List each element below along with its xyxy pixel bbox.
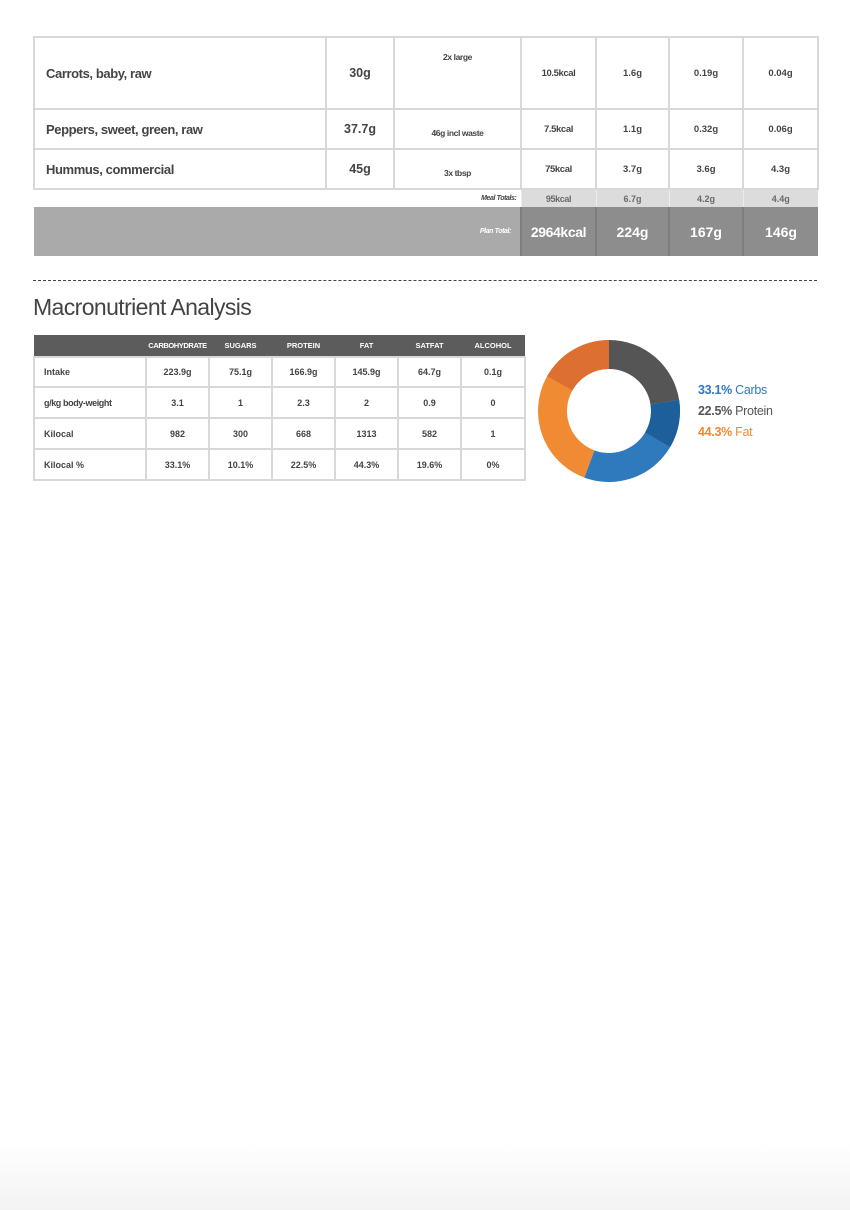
food-name: Carrots, baby, raw [34, 37, 326, 109]
plan-total-label: Plan Total: [34, 207, 521, 256]
plan-total-value: 167g [669, 207, 743, 256]
macro-cell: 64.7g [398, 357, 461, 387]
meal-total-kcal: 95kcal [521, 189, 596, 207]
food-quantity: 30g [326, 37, 394, 109]
macro-cell: 0 [461, 387, 525, 418]
macro-cell: 145.9g [335, 357, 398, 387]
macro-cell: 19.6% [398, 449, 461, 480]
macro-cell: 2 [335, 387, 398, 418]
macro-row [34, 357, 525, 387]
legend-label-protein: Protein [735, 404, 773, 418]
plan-total-value: 146g [743, 207, 818, 256]
macro-row [34, 418, 525, 449]
meal-total-value: 4.4g [743, 189, 818, 207]
section-title: Macronutrient Analysis [33, 294, 252, 320]
meal-totals-label: Meal Totals: [481, 195, 517, 202]
food-note: 46g incl waste [394, 109, 521, 149]
legend-item-protein [698, 403, 773, 424]
macro-header [34, 335, 146, 357]
food-value: 0.06g [743, 109, 818, 149]
food-value: 0.32g [669, 109, 743, 149]
chart-legend [698, 382, 773, 445]
macro-cell: 1 [209, 387, 272, 418]
macro-cell: 166.9g [272, 357, 335, 387]
food-value: 0.04g [743, 37, 818, 109]
legend-item-carbs [698, 382, 773, 403]
macro-row-label: Intake [34, 357, 146, 387]
macro-cell: 1 [461, 418, 525, 449]
food-value: 3.6g [669, 149, 743, 189]
macro-cell: 0% [461, 449, 525, 480]
meal-totals-row [34, 189, 818, 207]
food-row [34, 149, 818, 189]
macro-cell: 982 [146, 418, 209, 449]
plan-total-kcal: 2964kcal [521, 207, 596, 256]
food-value: 4.3g [743, 149, 818, 189]
legend-value-protein: 22.5% [698, 404, 732, 418]
food-quantity: 45g [326, 149, 394, 189]
macro-row-label: Kilocal % [34, 449, 146, 480]
macro-cell: 2.3 [272, 387, 335, 418]
macro-cell: 300 [209, 418, 272, 449]
macro-cell: 582 [398, 418, 461, 449]
macro-header-row [34, 335, 525, 357]
macro-cell: 3.1 [146, 387, 209, 418]
food-value: 0.19g [669, 37, 743, 109]
macro-donut-chart [537, 339, 681, 483]
macro-cell: 0.9 [398, 387, 461, 418]
macro-cell: 44.3% [335, 449, 398, 480]
macro-header: SATFAT [398, 335, 461, 357]
section-divider [33, 280, 817, 281]
food-value: 1.6g [596, 37, 669, 109]
macro-cell: 0.1g [461, 357, 525, 387]
plan-total-row [34, 207, 818, 256]
macro-header: SUGARS [209, 335, 272, 357]
food-quantity: 37.7g [326, 109, 394, 149]
legend-label-carbs: Carbs [735, 383, 767, 397]
macro-cell: 10.1% [209, 449, 272, 480]
plan-total-value: 224g [596, 207, 669, 256]
food-value: 3.7g [596, 149, 669, 189]
macro-cell: 223.9g [146, 357, 209, 387]
macro-row-label: Kilocal [34, 418, 146, 449]
macro-cell: 22.5% [272, 449, 335, 480]
macro-cell: 75.1g [209, 357, 272, 387]
macro-cell: 33.1% [146, 449, 209, 480]
food-kcal: 10.5kcal [521, 37, 596, 109]
food-table [33, 36, 819, 256]
macro-header: CARBOHYDRATE [146, 335, 209, 357]
food-note: 3x tbsp [394, 149, 521, 189]
macro-row [34, 449, 525, 480]
meal-total-value: 6.7g [596, 189, 669, 207]
legend-label-fat: Fat [735, 425, 753, 439]
meal-total-value: 4.2g [669, 189, 743, 207]
food-name: Hummus, commercial [34, 149, 326, 189]
macro-row [34, 387, 525, 418]
food-kcal: 75kcal [521, 149, 596, 189]
legend-item-fat [698, 424, 773, 445]
food-row [34, 37, 818, 109]
slice-protein [609, 340, 679, 404]
food-note: 2x large [394, 37, 521, 109]
macro-row-label: g/kg body-weight [34, 387, 146, 418]
legend-value-fat: 44.3% [698, 425, 732, 439]
food-name: Peppers, sweet, green, raw [34, 109, 326, 149]
macro-header: PROTEIN [272, 335, 335, 357]
macro-header: FAT [335, 335, 398, 357]
legend-value-carbs: 33.1% [698, 383, 732, 397]
macro-cell: 1313 [335, 418, 398, 449]
food-row [34, 109, 818, 149]
food-value: 1.1g [596, 109, 669, 149]
food-kcal: 7.5kcal [521, 109, 596, 149]
macro-header: ALCOHOL [461, 335, 525, 357]
macro-table [33, 335, 526, 481]
macro-cell: 668 [272, 418, 335, 449]
